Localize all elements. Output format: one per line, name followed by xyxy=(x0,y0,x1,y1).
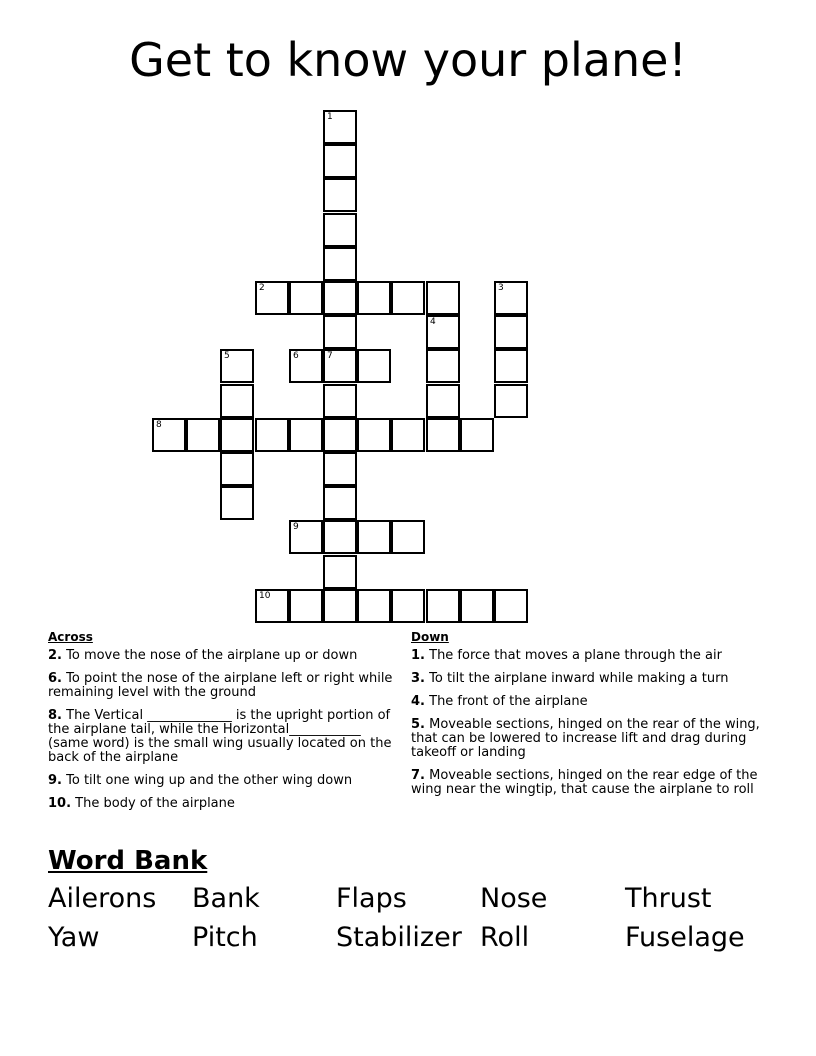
grid-cell[interactable] xyxy=(494,281,528,315)
grid-cell[interactable] xyxy=(323,520,357,554)
grid-cell[interactable] xyxy=(289,589,323,623)
grid-cell[interactable] xyxy=(323,178,357,212)
grid-cell[interactable] xyxy=(391,589,425,623)
down-header: Down xyxy=(411,630,449,644)
grid-cell[interactable] xyxy=(220,452,254,486)
cell-number: 4 xyxy=(430,317,436,327)
cell-number: 10 xyxy=(259,591,271,601)
grid-cell[interactable] xyxy=(426,384,460,418)
grid-cell[interactable] xyxy=(357,281,391,315)
grid-cell[interactable] xyxy=(323,589,357,623)
grid-cell[interactable] xyxy=(494,589,528,623)
cell-number: 8 xyxy=(156,420,162,430)
grid-cell[interactable] xyxy=(255,589,289,623)
grid-cell[interactable] xyxy=(289,418,323,452)
grid-cell[interactable] xyxy=(323,452,357,486)
grid-cell[interactable] xyxy=(323,349,357,383)
grid-cell[interactable] xyxy=(391,281,425,315)
grid-cell[interactable] xyxy=(323,144,357,178)
grid-cell[interactable] xyxy=(255,418,289,452)
grid-cell[interactable] xyxy=(357,418,391,452)
grid-cell[interactable] xyxy=(220,349,254,383)
clue-down-4: 4. The front of the airplane xyxy=(411,694,588,709)
grid-cell[interactable] xyxy=(323,315,357,349)
clue-across-10: 10. The body of the airplane xyxy=(48,796,235,811)
grid-cell[interactable] xyxy=(220,486,254,520)
grid-cell[interactable] xyxy=(357,349,391,383)
grid-cell[interactable] xyxy=(426,589,460,623)
cell-number: 5 xyxy=(224,351,230,361)
grid-cell[interactable] xyxy=(220,384,254,418)
grid-cell[interactable] xyxy=(460,589,494,623)
grid-cell[interactable] xyxy=(289,520,323,554)
cell-number: 3 xyxy=(498,283,504,293)
grid-cell[interactable] xyxy=(426,418,460,452)
grid-cell[interactable] xyxy=(323,486,357,520)
clue-across-9: 9. To tilt one wing up and the other wing down xyxy=(48,773,353,788)
clue-down-5: 5. Moveable sections, hinged on the rear of the wing, that can be lowered to increase lift and drag during takeoff or landing xyxy=(411,717,760,760)
word-bank-item: Thrust xyxy=(625,883,712,914)
grid-cell[interactable] xyxy=(460,418,494,452)
grid-cell[interactable] xyxy=(289,349,323,383)
clue-down-3: 3. To tilt the airplane inward while making a turn xyxy=(411,671,729,686)
grid-cell[interactable] xyxy=(357,589,391,623)
grid-cell[interactable] xyxy=(391,520,425,554)
clue-across-6: 6. To point the nose of the airplane left or right while remaining level with the ground xyxy=(48,671,393,700)
grid-cell[interactable] xyxy=(186,418,220,452)
grid-cell[interactable] xyxy=(494,384,528,418)
across-header: Across xyxy=(48,630,93,644)
grid-cell[interactable] xyxy=(220,418,254,452)
grid-cell[interactable] xyxy=(323,555,357,589)
word-bank-item: Pitch xyxy=(192,922,258,953)
grid-cell[interactable] xyxy=(494,349,528,383)
page-title: Get to know your plane! xyxy=(129,33,687,87)
grid-cell[interactable] xyxy=(323,281,357,315)
word-bank-item: Fuselage xyxy=(625,922,745,953)
word-bank-item: Yaw xyxy=(48,922,100,953)
clue-down-7: 7. Moveable sections, hinged on the rear edge of the wing near the wingtip, that cause the airplane to roll xyxy=(411,768,758,797)
grid-cell[interactable] xyxy=(391,418,425,452)
word-bank-item: Ailerons xyxy=(48,883,157,914)
word-bank-item: Nose xyxy=(480,883,548,914)
clue-across-2: 2. To move the nose of the airplane up or down xyxy=(48,648,358,663)
cell-number: 2 xyxy=(259,283,265,293)
grid-cell[interactable] xyxy=(426,281,460,315)
word-bank-item: Bank xyxy=(192,883,260,914)
grid-cell[interactable] xyxy=(323,110,357,144)
grid-cell[interactable] xyxy=(426,349,460,383)
grid-cell[interactable] xyxy=(426,315,460,349)
word-bank-item: Flaps xyxy=(336,883,407,914)
cell-number: 7 xyxy=(327,351,333,361)
word-bank-item: Roll xyxy=(480,922,530,953)
grid-cell[interactable] xyxy=(152,418,186,452)
clue-down-1: 1. The force that moves a plane through the air xyxy=(411,648,722,663)
down-clues xyxy=(411,630,771,806)
grid-cell[interactable] xyxy=(289,281,323,315)
cell-number: 6 xyxy=(293,351,299,361)
grid-cell[interactable] xyxy=(323,418,357,452)
across-clues xyxy=(48,630,403,820)
grid-cell[interactable] xyxy=(323,213,357,247)
grid-cell[interactable] xyxy=(357,520,391,554)
clue-across-8: 8. The Vertical _____________ is the upright portion of the airplane tail, while the Horizontal___________ (same word) is the small wing usually located on the back of the airplane xyxy=(48,708,392,765)
grid-cell[interactable] xyxy=(494,315,528,349)
cell-number: 1 xyxy=(327,112,333,122)
grid-cell[interactable] xyxy=(323,384,357,418)
grid-cell[interactable] xyxy=(255,281,289,315)
grid-cell[interactable] xyxy=(323,247,357,281)
cell-number: 9 xyxy=(293,522,299,532)
word-bank-item: Stabilizer xyxy=(336,922,462,953)
word-bank-title: Word Bank xyxy=(48,846,208,876)
